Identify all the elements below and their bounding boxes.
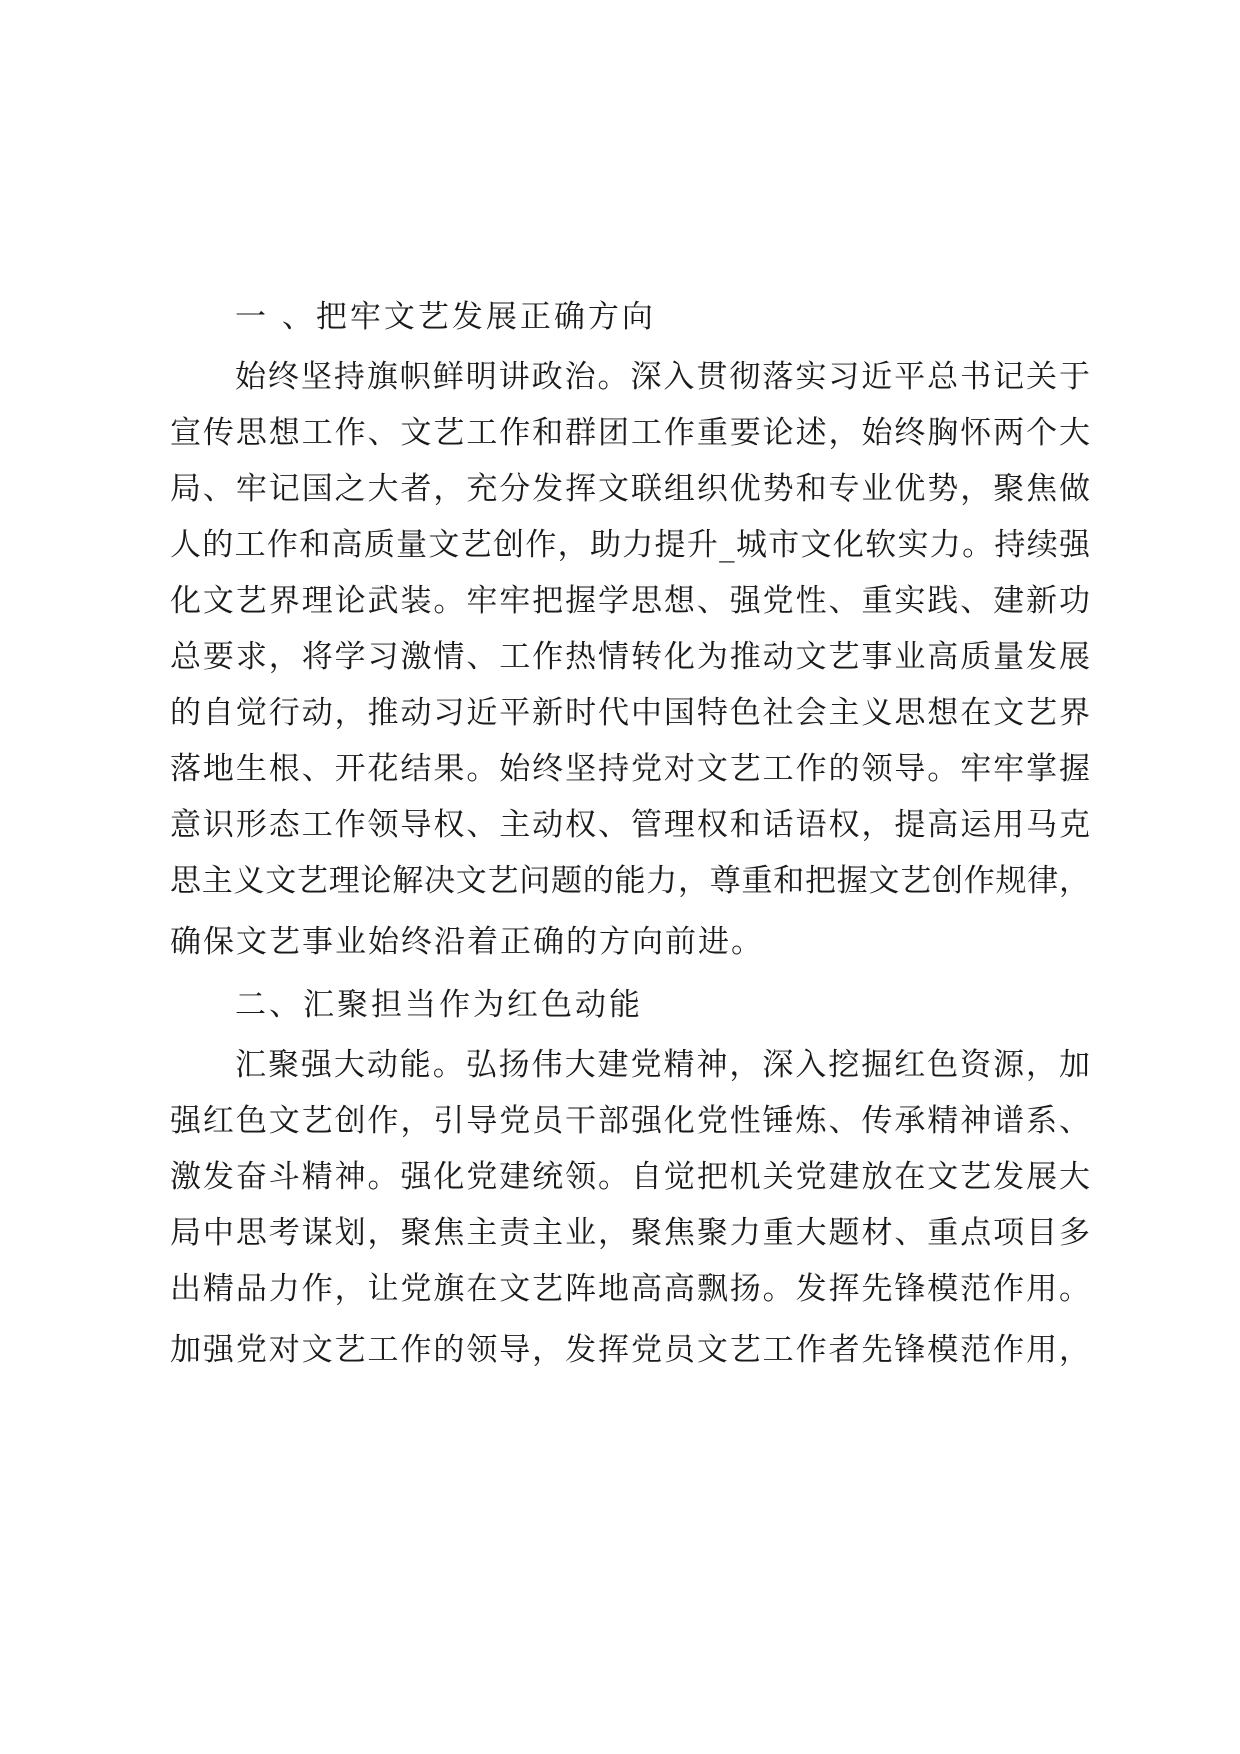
paragraph-line: 落地生根、开花结果。始终坚持党对文艺工作的领导。牢牢掌握 — [170, 751, 1090, 787]
section-heading-1: 一 、把牢文艺发展正确方向 — [235, 299, 656, 335]
paragraph-line: 人的工作和高质量文艺创作，助力提升_城市文化软实力。持续强 — [170, 527, 1090, 563]
paragraph-line: 意识形态工作领导权、主动权、管理权和话语权，提高运用马克 — [170, 807, 1090, 843]
paragraph-line: 局、牢记国之大者，充分发挥文联组织优势和专业优势，聚焦做 — [170, 471, 1090, 507]
paragraph-line: 始终坚持旗帜鲜明讲政治。深入贯彻落实习近平总书记关于 — [235, 359, 1090, 395]
paragraph-line: 化文艺界理论武装。牢牢把握学思想、强党性、重实践、建新功 — [170, 583, 1090, 619]
paragraph-line: 出精品力作，让党旗在文艺阵地高高飘扬。发挥先锋模范作用。 — [170, 1271, 1090, 1307]
section-heading-2: 二、汇聚担当作为红色动能 — [235, 987, 643, 1023]
paragraph-line: 局中思考谋划，聚焦主责主业，聚焦聚力重大题材、重点项目多 — [170, 1215, 1090, 1251]
paragraph-line: 激发奋斗精神。强化党建统领。自觉把机关党建放在文艺发展大 — [170, 1159, 1090, 1195]
paragraph-line: 确保文艺事业始终沿着正确的方向前进。 — [170, 924, 764, 960]
paragraph-line: 强红色文艺创作，引导党员干部强化党性锤炼、传承精神谱系、 — [170, 1103, 1090, 1139]
paragraph-line: 加强党对文艺工作的领导，发挥党员文艺工作者先锋模范作用， — [170, 1332, 1090, 1368]
paragraph-line: 汇聚强大动能。弘扬伟大建党精神，深入挖掘红色资源，加 — [235, 1047, 1090, 1083]
paragraph-line: 思主义文艺理论解决文艺问题的能力，尊重和把握文艺创作规律， — [170, 863, 1090, 899]
paragraph-line: 宣传思想工作、文艺工作和群团工作重要论述，始终胸怀两个大 — [170, 415, 1090, 451]
paragraph-line: 总要求，将学习激情、工作热情转化为推动文艺事业高质量发展 — [170, 639, 1090, 675]
paragraph-line: 的自觉行动，推动习近平新时代中国特色社会主义思想在文艺界 — [170, 695, 1090, 731]
